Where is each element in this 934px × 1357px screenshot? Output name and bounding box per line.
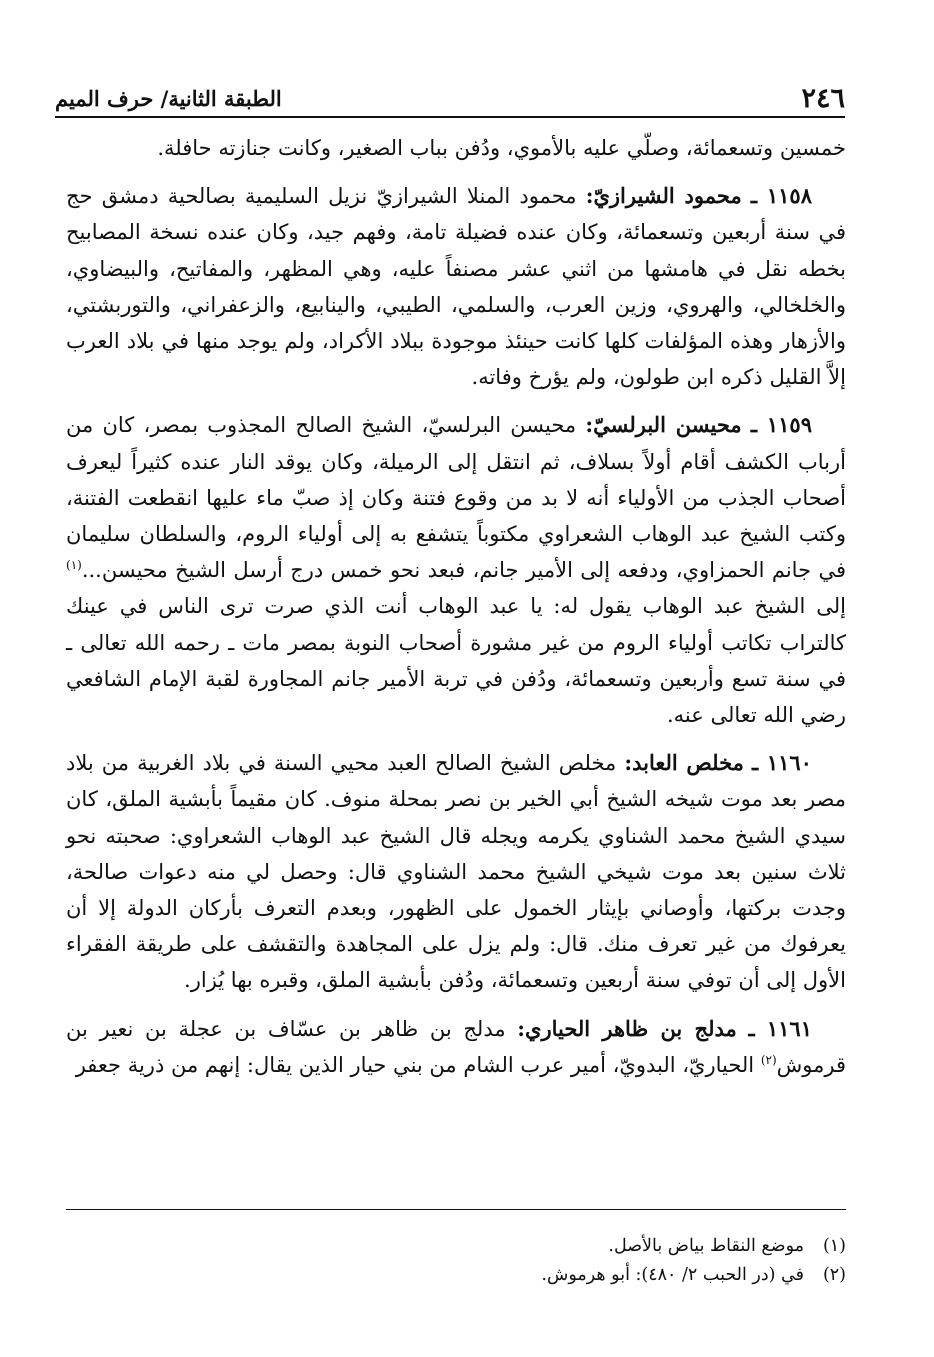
footnotes-list — [66, 1210, 846, 1290]
entry-name: مدلج بن ظاهر الحياري: — [517, 1015, 737, 1041]
entry-number: ١١٦٠ ـ — [751, 750, 812, 776]
entry-name: محيسن البرلسيّ: — [585, 412, 742, 438]
footnote-2 — [66, 1261, 846, 1290]
paragraph-continuation — [66, 130, 846, 166]
entry-number: ١١٥٩ ـ — [750, 412, 812, 438]
main-text — [66, 130, 846, 1083]
entry-number: ١١٥٨ ـ — [750, 183, 812, 209]
biography-entry-1159 — [66, 407, 846, 733]
entry-number: ١١٦١ ـ — [748, 1015, 812, 1041]
entry-text: مخلص الشيخ الصالح العبد محيي السنة في بلاد الغربية من بلاد مصر بعد موت شيخه الشيخ أبي الخير بن نصر بمحلة منوف. كان مقيماً بأبشية الملق، كان سيدي الشيخ محمد الشناوي يكرمه ويجله قال الشيخ عبد الوهاب الشعراوي: صحبته نحو ثلاث سنين بعد موت شيخي الشيخ محمد الشناوي قال: وحصل لي منه دعوات صالحة، وجدت بركتها، وأوصاني بإيثار الخمول على الظهور، وبعدم التعرف بأركان الدولة إلا أن يعرفوك من غير تعرف منك. قال: ولم يزل على المجاهدة والتقشف على طريقة الفقراء الأول إلى أن توفي سنة أربعين وتسعمائة، ودُفن بأبشية الملق، وقبره بها يُزار. — [66, 751, 846, 993]
page-number: ٢٤٦ — [801, 83, 845, 114]
entry-name: مخلص العابد: — [624, 750, 744, 776]
entry-text: مدلج بن ظاهر بن عسّاف بن عجلة بن نعير بن قرموش — [66, 1016, 846, 1077]
footnote-ref-2[interactable]: (٢) — [760, 1052, 777, 1067]
footnote-text: في (در الحبب ٢/ ٤٨٠): أبو هرموش. — [541, 1265, 804, 1285]
entry-text: محيسن البرلسيّ، الشيخ الصالح المجذوب بمصر، كان من أرباب الكشف أقام أولاً بسلاف، ثم انتقل إلى الرميلة، وكان يوقد النار عنده كثيراً ليعرف أصحاب الجذب من الأولياء أنه لا بد من وقوع فتنة وكان إذ صبّ ماء عليها انقطعت الفتنة، وكتب الشيخ عبد الوهاب الشعراوي مكتوباً يتشفع به إلى أولياء الروم، والسلطان سليمان في جانم الحمزاوي، ودفعه إلى الأمير جانم، فبعد نحو خمس درج أرسل الشيخ محيسن... — [66, 413, 846, 583]
footnote-text: موضع النقاط بياض بالأصل. — [608, 1236, 804, 1256]
biography-entry-1158 — [66, 178, 846, 395]
footnote-1 — [66, 1232, 846, 1261]
paragraph-text: خمسين وتسعمائة، وصلّي عليه بالأموي، ودُفن بباب الصغير، وكانت جنازته حافلة. — [157, 136, 846, 160]
biography-entry-1160 — [66, 745, 846, 998]
footnote-mark: (١) — [822, 1236, 846, 1256]
biography-entry-1161 — [66, 1011, 846, 1083]
footnotes-section — [66, 1209, 846, 1290]
entry-text-continued: الحياريّ، البدويّ، أمير عرب الشام من بني حيار الذين يقال: إنهم من ذرية جعفر — [75, 1052, 761, 1077]
running-title: الطبقة الثانية/ حرف الميم — [55, 86, 282, 111]
entry-text-continued: إلى الشيخ عبد الوهاب يقول له: يا عبد الوهاب أنت الذي صرت ترى الناس في عينك كالتراب تكاتب أولياء الروم من غير مشورة أصحاب النوبة بمصر مات ـ رحمه الله تعالى ـ في سنة تسع وأربعين وتسعمائة، ودُفن في تربة الأمير جانم المجاورة لقبة الإمام الشافعي رضي الله تعالى عنه. — [66, 594, 846, 728]
footnote-ref-1[interactable]: (١) — [66, 558, 82, 573]
page-header — [55, 76, 845, 118]
entry-text: محمود المنلا الشيرازيّ نزيل السليمية بصالحية دمشق حج في سنة أربعين وتسعمائة، وكان عنده فضيلة تامة، وفهم جيد، وكان عنده نسخة المصابيح بخطه نقل في هامشها من اثني عشر مصنفاً عليه، وهي المظهر، والمفاتيح، والبيضاوي، والخلخالي، والهروي، وزين العرب، والسلمي، الطيبي، والينابيع، والزعفراني، والتوربشتي، والأزهار وهذه المؤلفات كلها كانت حينئذ موجودة ببلاد الأكراد، ولم يوجد منها في بلاد العرب إلاَّ القليل ذكره ابن طولون، ولم يؤرخ وفاته. — [66, 184, 846, 390]
entry-name: محمود الشيرازيّ: — [585, 183, 742, 209]
footnote-mark: (٢) — [822, 1265, 846, 1285]
